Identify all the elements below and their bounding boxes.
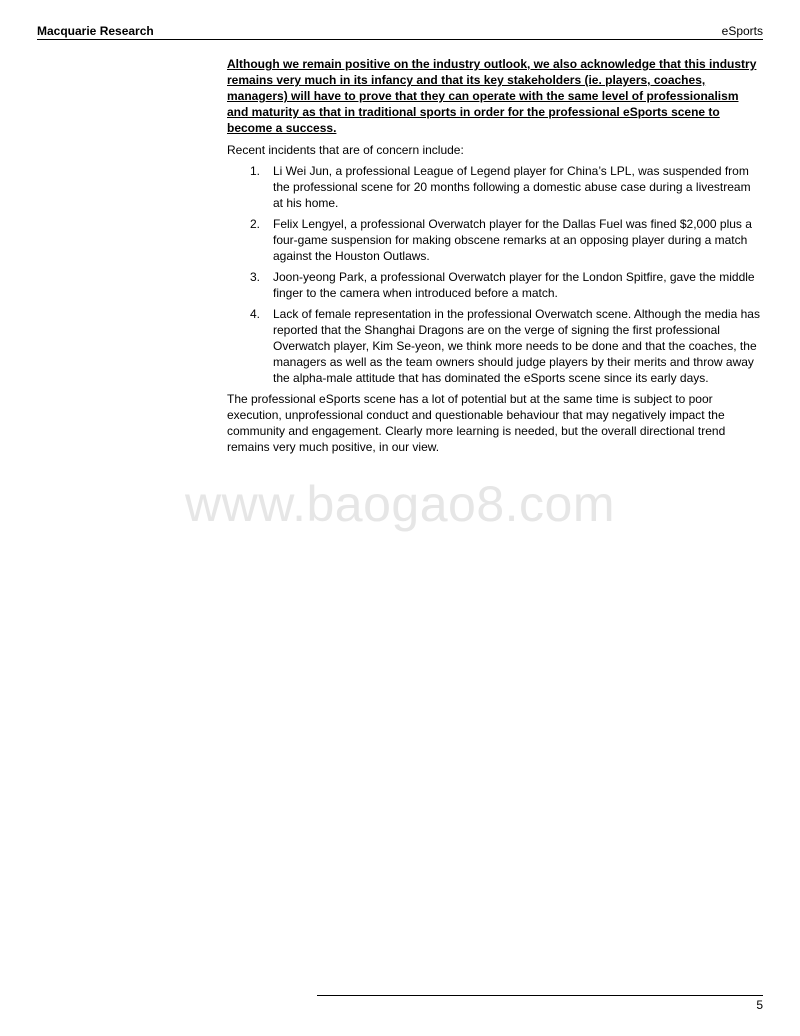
list-item <box>227 306 763 386</box>
list-item-text: Joon-yeong Park, a professional Overwatch player for the London Spitfire, gave the middle finger to the camera when introduced before a match. <box>273 270 755 300</box>
list-item-number: 3. <box>250 270 261 284</box>
report-body <box>227 56 763 455</box>
list-item-text: Li Wei Jun, a professional League of Legend player for China’s LPL, was suspended from the professional scene for 20 months following a domestic abuse case during a livestream at his home. <box>273 164 751 210</box>
list-item-text: Felix Lengyel, a professional Overwatch player for the Dallas Fuel was fined $2,000 plus a four-game suspension for making obscene remarks at an opposing player during a match against the Houston Outlaws. <box>273 217 752 263</box>
list-item-text: Lack of female representation in the professional Overwatch scene. Although the media has reported that the Shanghai Dragons are on the verge of signing the first professional Overwatch player, Kim Se-yeon, we think more needs to be done and that the coaches, the managers as well as the team owners should judge players by their merits and throw away the alpha-male attitude that has dominated the eSports scene since its early days. <box>273 307 760 385</box>
publisher-name: Macquarie Research <box>37 24 154 38</box>
list-item-number: 2. <box>250 217 261 231</box>
watermark: www.baogao8.com <box>185 476 615 532</box>
page-number: 5 <box>756 998 763 1012</box>
lead-paragraph: Although we remain positive on the industry outlook, we also acknowledge that this industry remains very much in its infancy and that its key stakeholders (ie. players, coaches, managers) will have to prove that they can operate with the same level of professionalism and maturity as that in traditional sports in order for the professional eSports scene to become a success. <box>227 57 757 135</box>
closing-paragraph: The professional eSports scene has a lot of potential but at the same time is subject to poor execution, unprofessional conduct and questionable behaviour that may negatively impact the community and engagement. Clearly more learning is needed, but the overall directional trend remains very much positive, in our view. <box>227 392 726 454</box>
list-item <box>227 269 763 301</box>
list-item <box>227 216 763 264</box>
report-section-title: eSports <box>721 24 763 38</box>
list-item-number: 4. <box>250 307 261 321</box>
list-item-number: 1. <box>250 164 261 178</box>
header-divider <box>37 39 763 40</box>
incidents-list <box>227 163 763 386</box>
footer-divider <box>317 995 763 996</box>
list-item <box>227 163 763 211</box>
intro-paragraph: Recent incidents that are of concern include: <box>227 143 464 157</box>
page-header <box>37 24 763 40</box>
